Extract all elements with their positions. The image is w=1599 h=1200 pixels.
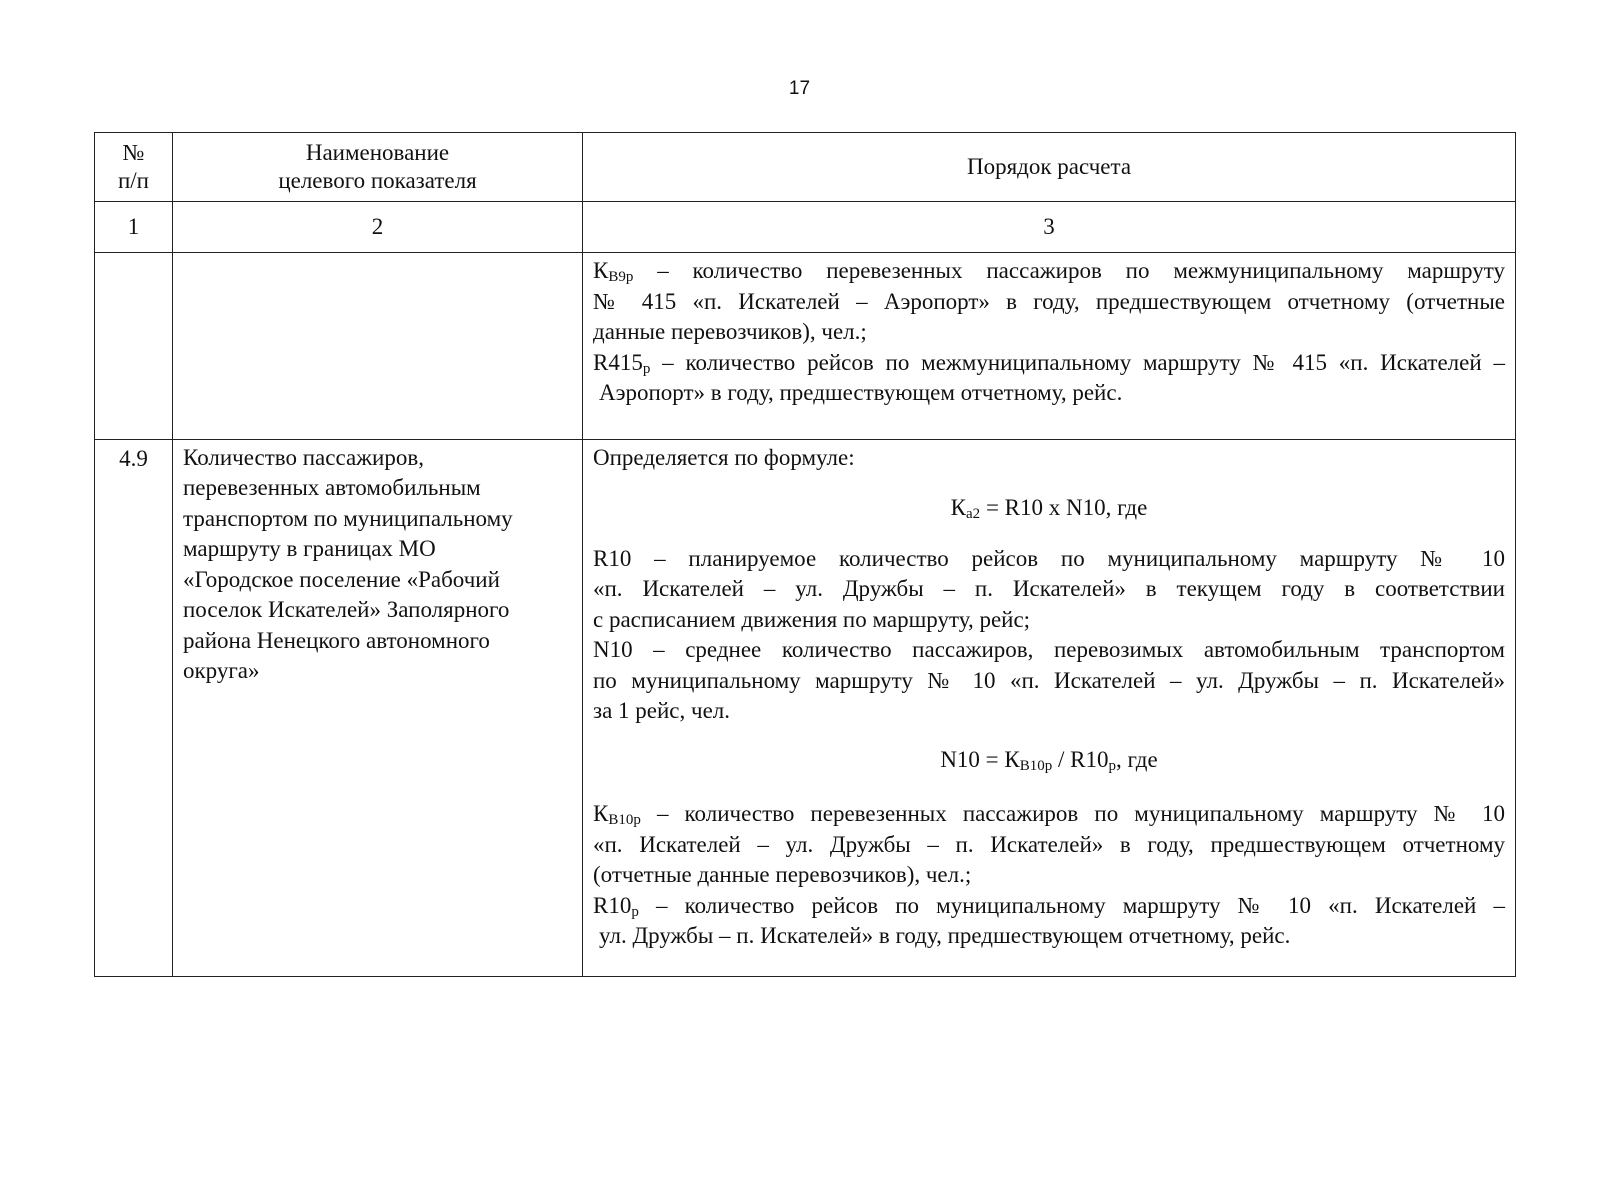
- indicator-table: [94, 132, 1516, 977]
- formula-n10: $N10 = К_{В10р} / R10_р$, где: [940, 746, 1158, 774]
- table-row-4-9: [95, 439, 1516, 976]
- n10-definition-line1: N10 – среднее количество пассажиров, перевозимых автомобильным транспортом: [593, 637, 1505, 662]
- indicator-name-line: района Ненецкого автономного: [183, 627, 490, 653]
- r415p-definition-line1: $R415_р$ – количество рейсов по межмуниципальному маршруту № 415 «п. Искателей –: [593, 349, 1505, 377]
- header-indicator-line2: целевого показателя: [278, 168, 477, 193]
- calculation-method: [583, 439, 1516, 976]
- indicator-name-line: маршруту в границах МО: [183, 536, 436, 561]
- indicator-name-line: округа»: [183, 658, 260, 683]
- indicator-name-line: «Городское поселение «Рабочий: [183, 566, 500, 592]
- page-number: 17: [788, 78, 811, 99]
- indicator-name-line: поселок Искателей» Заполярного: [183, 597, 510, 622]
- header-indicator-line1: Наименование: [305, 140, 450, 165]
- r10-definition-line3: с расписанием движения по маршруту, рейс;: [593, 606, 1031, 632]
- n10-definition-line3: за 1 рейс, чел.: [593, 698, 731, 723]
- column-number-1: 1: [95, 202, 173, 253]
- kv9p-definition-line1: $К_{В9р}$ – количество перевезенных пассажиров по межмуниципальному маршруту: [593, 258, 1505, 285]
- continuation-calculation-cell: [583, 253, 1516, 440]
- continuation-name-cell: [173, 253, 583, 440]
- r10p-definition-line2: ул. Дружбы – п. Искателей» в году, предшествующем отчетному, рейс.: [599, 923, 1291, 948]
- column-numbers-row: [95, 202, 1516, 253]
- indicator-name-line: транспортом по муниципальному: [183, 505, 513, 531]
- header-calculation: Порядок расчета: [583, 133, 1516, 202]
- continuation-number-cell: [95, 253, 173, 440]
- kv9p-definition-line3: данные перевозчиков), чел.;: [593, 319, 867, 344]
- table-header-row: [95, 133, 1516, 202]
- kv10p-definition-line2: «п. Искателей – ул. Дружбы – п. Искателей» в году, предшествующем отчетному: [593, 831, 1505, 857]
- kv10p-definition-line1: $К_{В10р}$ – количество перевезенных пассажиров по муниципальному маршруту № 10: [593, 801, 1505, 828]
- formula-intro: Определяется по формуле:: [593, 444, 855, 470]
- n10-definition-line2: по муниципальному маршруту № 10 «п. Искателей – ул. Дружбы – п. Искателей»: [593, 667, 1505, 693]
- column-number-2: 2: [173, 202, 583, 253]
- kv9p-definition-line2: № 415 «п. Искателей – Аэропорт» в году, предшествующем отчетному (отчетные: [593, 288, 1505, 314]
- r415p-definition-line2: Аэропорт» в году, предшествующем отчетному, рейс.: [599, 380, 1123, 405]
- column-number-3: 3: [583, 202, 1516, 253]
- row-number: 4.9: [95, 439, 173, 976]
- r10-definition-line2: «п. Искателей – ул. Дружбы – п. Искателей» в текущем году в соответствии: [593, 576, 1505, 601]
- r10p-definition-line1: $R10_р$ – количество рейсов по муниципальному маршруту № 10 «п. Искателей –: [593, 892, 1505, 920]
- table-row-continuation: [95, 253, 1516, 440]
- indicator-name-line: перевезенных автомобильным: [183, 475, 481, 500]
- header-number-line2: п/п: [117, 168, 149, 193]
- header-number-line1: №: [122, 140, 145, 165]
- indicator-name: [173, 439, 583, 976]
- r10-definition-line1: R10 – планируемое количество рейсов по муниципальному маршруту № 10: [593, 545, 1505, 571]
- formula-ka2: $К_{а2} = R10$ х N10, где: [950, 495, 1148, 522]
- header-indicator-name: [173, 133, 583, 202]
- indicator-name-line: Количество пассажиров,: [183, 444, 424, 470]
- kv10p-definition-line3: (отчетные данные перевозчиков), чел.;: [593, 862, 972, 887]
- header-number: [95, 133, 173, 202]
